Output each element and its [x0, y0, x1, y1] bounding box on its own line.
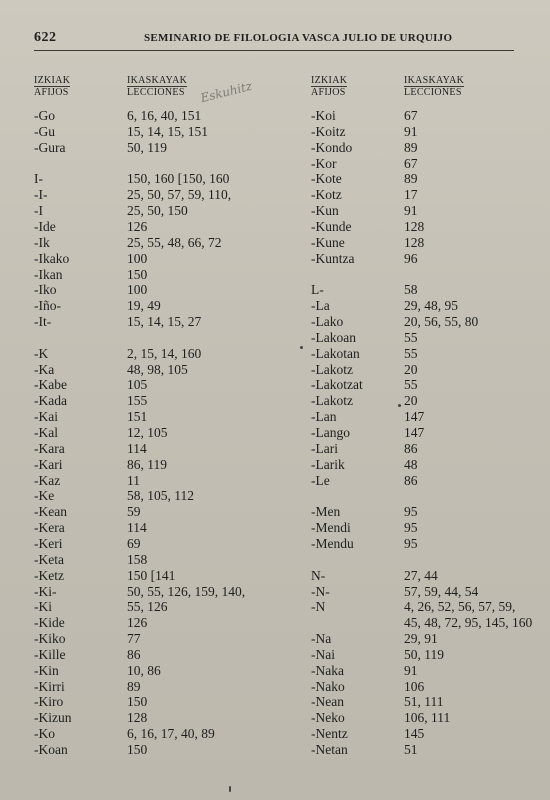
affix-label: -Kaz: [34, 472, 61, 488]
lesson-numbers: 12, 105: [127, 425, 168, 440]
lesson-numbers: 145: [404, 726, 425, 742]
lesson-numbers: 48: [404, 456, 418, 472]
affix-label: -Larik: [311, 456, 345, 472]
ink-speck: [229, 786, 231, 792]
affix-label: -Kari: [34, 456, 63, 472]
affix-label: -Naka: [311, 662, 344, 678]
affix-label: -Le: [311, 472, 330, 488]
lesson-numbers: 58: [404, 282, 418, 298]
affix-label: -La: [311, 298, 330, 314]
affix-label: -Na: [311, 631, 332, 647]
affix-label: -Ki-: [34, 583, 57, 599]
affix-label: -Nentz: [311, 726, 348, 742]
affix-label: -Iko: [34, 282, 57, 298]
affix-label: -Keri: [34, 535, 63, 551]
lesson-numbers: 67: [404, 108, 418, 123]
lesson-numbers: 6, 16, 40, 151: [127, 108, 202, 123]
affix-label: -Ke: [34, 488, 55, 504]
lesson-numbers: 114: [127, 520, 147, 536]
affix-label: -Keta: [34, 551, 64, 567]
lesson-numbers: 106, 111: [404, 710, 451, 726]
lesson-numbers: 45, 48, 72, 95, 145, 160: [404, 615, 533, 631]
affix-label: -Lakotan: [311, 345, 360, 361]
affix-label: -Nai: [311, 646, 335, 662]
lesson-numbers: 20, 56, 55, 80: [404, 314, 479, 330]
lesson-numbers: 25, 50, 150: [127, 203, 188, 219]
lesson-numbers: 27, 44: [404, 567, 438, 583]
lesson-numbers: 150 [141: [127, 567, 176, 583]
lesson-numbers: 59: [127, 504, 141, 520]
lesson-numbers: 50, 119: [127, 139, 167, 155]
lesson-numbers: 51: [404, 742, 418, 757]
affix-label: -Kera: [34, 520, 65, 536]
lesson-numbers: 67: [404, 155, 418, 171]
lesson-numbers: 55: [404, 377, 418, 393]
right-affix-header-top: IZKIAK: [311, 75, 348, 86]
lesson-numbers: 77: [127, 631, 141, 647]
right-affix-header-bottom: AFIJOS: [311, 87, 346, 98]
lesson-numbers: 89: [404, 171, 418, 187]
affix-label: -Kirri: [34, 678, 65, 694]
lesson-numbers: 158: [127, 551, 148, 567]
lesson-numbers: 128: [127, 710, 148, 726]
affix-label: -Kean: [34, 504, 67, 520]
affix-label: -Koi: [311, 108, 336, 123]
lesson-numbers: 4, 26, 52, 56, 57, 59,: [404, 599, 516, 615]
lesson-numbers: 55: [404, 345, 418, 361]
affix-label: -Ka: [34, 361, 55, 377]
left-affix-header-top: IZKIAK: [34, 75, 71, 86]
lesson-numbers: 89: [404, 139, 418, 155]
affix-label: -Lako: [311, 314, 344, 330]
affix-label: -Kune: [311, 234, 345, 250]
lesson-numbers: 86, 119: [127, 456, 167, 472]
lesson-numbers: 150, 160 [150, 160: [127, 171, 230, 187]
lesson-numbers: 25, 55, 48, 66, 72: [127, 234, 222, 250]
affix-label: -Kara: [34, 440, 65, 456]
running-head: SEMINARIO DE FILOLOGIA VASCA JULIO DE URQUIJO: [144, 32, 453, 44]
affix-label: -Kide: [34, 615, 65, 631]
affix-label: -It-: [34, 314, 52, 330]
affix-label: -Ide: [34, 218, 56, 234]
lesson-numbers: 91: [404, 662, 418, 678]
affix-label: -Kada: [34, 393, 67, 409]
left-affix-header-bottom: AFIJOS: [34, 87, 69, 98]
left-lessons-header-bottom: LECCIONES: [127, 86, 187, 98]
lesson-numbers: 89: [127, 678, 141, 694]
left-lessons-header: [127, 75, 187, 98]
lesson-numbers: 69: [127, 535, 141, 551]
lesson-numbers: 105: [127, 377, 148, 393]
lesson-numbers: 128: [404, 218, 425, 234]
page-header: [34, 30, 514, 51]
affix-label: -I: [34, 203, 43, 219]
lesson-numbers: 91: [404, 203, 418, 219]
affix-label: -Men: [311, 504, 341, 520]
handwritten-note: Eskuhitz: [199, 78, 254, 106]
lesson-numbers: 95: [404, 520, 418, 536]
affix-label: -Gura: [34, 139, 66, 155]
affix-label: -Kunde: [311, 218, 352, 234]
affix-label: -Kille: [34, 646, 66, 662]
lesson-numbers: 147: [404, 425, 425, 440]
affix-label: -Kai: [34, 409, 58, 425]
affix-label: -Kin: [34, 662, 59, 678]
affix-label: -Iño-: [34, 298, 61, 314]
right-lessons-header-top: IKASKAYAK: [404, 75, 465, 86]
affix-label: -Mendi: [311, 520, 351, 536]
lesson-numbers: 20: [404, 361, 418, 377]
affix-label: -Kotz: [311, 187, 342, 203]
affix-label: -Kor: [311, 155, 337, 171]
lesson-numbers: 126: [127, 218, 148, 234]
left-lessons-header-top: IKASKAYAK: [127, 75, 188, 86]
lesson-numbers: 48, 98, 105: [127, 361, 188, 377]
lesson-numbers: 29, 91: [404, 631, 438, 647]
lesson-numbers: 150: [127, 266, 148, 282]
lesson-numbers: 29, 48, 95: [404, 298, 458, 314]
affix-label: -Gu: [34, 123, 55, 139]
lesson-numbers: 2, 15, 14, 160: [127, 345, 202, 361]
lesson-numbers: 25, 50, 57, 59, 110,: [127, 187, 232, 203]
affix-label: -Kal: [34, 425, 58, 440]
right-lessons-header: [404, 75, 464, 98]
affix-label: -Lakotzat: [311, 377, 363, 393]
lesson-numbers: 50, 55, 126, 159, 140,: [127, 583, 246, 599]
affix-label: I-: [34, 171, 43, 187]
affix-label: -Neko: [311, 710, 345, 726]
affix-label: -Lango: [311, 425, 350, 440]
left-affix-header: [34, 75, 70, 98]
lesson-numbers: 150: [127, 742, 148, 757]
affix-label: -Koitz: [311, 123, 346, 139]
ink-speck: [398, 404, 401, 407]
affix-label: -Lan: [311, 409, 337, 425]
lesson-numbers: 95: [404, 535, 418, 551]
right-affix-header: [311, 75, 347, 98]
affix-label: -Ikako: [34, 250, 70, 266]
lesson-numbers: 150: [127, 694, 148, 710]
affix-label: N-: [311, 567, 326, 583]
lesson-numbers: 20: [404, 393, 418, 409]
ink-speck: [300, 346, 303, 349]
affix-label: -Kuntza: [311, 250, 355, 266]
lesson-numbers: 58, 105, 112: [127, 488, 194, 504]
affix-label: -N: [311, 599, 326, 615]
lesson-numbers: 55: [404, 329, 418, 345]
affix-label: -N-: [311, 583, 330, 599]
lesson-numbers: 128: [404, 234, 425, 250]
affix-label: -Kizun: [34, 710, 72, 726]
lesson-numbers: 95: [404, 504, 418, 520]
affix-label: -Ikan: [34, 266, 63, 282]
lesson-numbers: 106: [404, 678, 425, 694]
affix-label: -K: [34, 345, 49, 361]
affix-label: -Nako: [311, 678, 345, 694]
affix-label: -Kote: [311, 171, 342, 187]
affix-label: -Koan: [34, 742, 68, 757]
lesson-numbers: 55, 126: [127, 599, 168, 615]
lesson-numbers: 57, 59, 44, 54: [404, 583, 479, 599]
affix-label: L-: [311, 282, 324, 298]
lesson-numbers: 6, 16, 17, 40, 89: [127, 726, 215, 742]
lesson-numbers: 155: [127, 393, 148, 409]
lesson-numbers: 86: [404, 472, 418, 488]
affix-label: -Lakotz: [311, 361, 353, 377]
affix-label: -I-: [34, 187, 48, 203]
affix-label: -Ko: [34, 726, 55, 742]
affix-label: -Kondo: [311, 139, 353, 155]
lesson-numbers: 15, 14, 15, 27: [127, 314, 202, 330]
lesson-numbers: 100: [127, 250, 148, 266]
affix-label: -Ki: [34, 599, 52, 615]
lesson-numbers: 15, 14, 15, 151: [127, 123, 208, 139]
affix-label: -Kabe: [34, 377, 67, 393]
lesson-numbers: 10, 86: [127, 662, 161, 678]
affix-label: -Lakoan: [311, 329, 356, 345]
lesson-numbers: 86: [404, 440, 418, 456]
lesson-numbers: 126: [127, 615, 148, 631]
lesson-numbers: 11: [127, 472, 140, 488]
affix-label: -Kiko: [34, 631, 66, 647]
lesson-numbers: 114: [127, 440, 147, 456]
lesson-numbers: 100: [127, 282, 148, 298]
lesson-numbers: 17: [404, 187, 418, 203]
lesson-numbers: 86: [127, 646, 141, 662]
affix-label: -Kun: [311, 203, 339, 219]
lesson-numbers: 96: [404, 250, 418, 266]
page-number: 622: [34, 30, 57, 45]
affix-label: -Mendu: [311, 535, 354, 551]
lesson-numbers: 50, 119: [404, 646, 444, 662]
affix-label: -Lari: [311, 440, 338, 456]
affix-label: -Go: [34, 108, 55, 123]
affix-label: -Netan: [311, 742, 348, 757]
lesson-numbers: 151: [127, 409, 148, 425]
affix-label: -Nean: [311, 694, 344, 710]
lesson-numbers: 147: [404, 409, 425, 425]
right-lessons-header-bottom: LECCIONES: [404, 86, 464, 98]
affix-label: -Lakotz: [311, 393, 353, 409]
lesson-numbers: 19, 49: [127, 298, 161, 314]
affix-label: -Kiro: [34, 694, 64, 710]
lesson-numbers: 91: [404, 123, 418, 139]
affix-label: -Ketz: [34, 567, 64, 583]
affix-label: -Ik: [34, 234, 50, 250]
lesson-numbers: 51, 111: [404, 694, 444, 710]
